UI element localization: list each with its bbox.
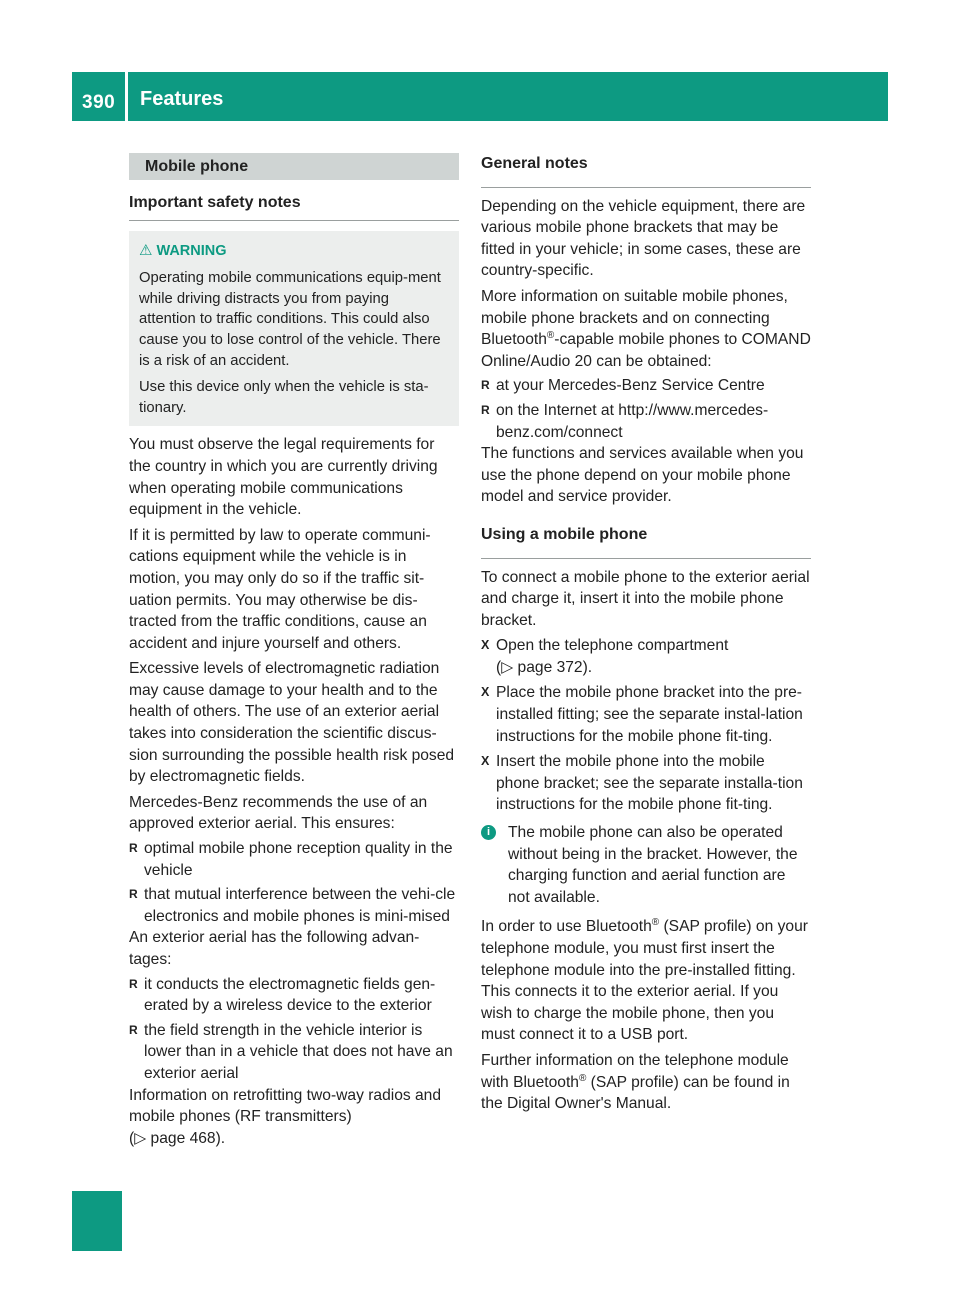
left-column bbox=[129, 153, 459, 1149]
paragraph-text: (SAP profile) can be found in the Digital Owner's Manual. bbox=[481, 1073, 790, 1113]
page-number: 390 bbox=[82, 92, 116, 113]
paragraph-text: -capable mobile phones to COMAND Online/Audio 20 can be obtained: bbox=[481, 331, 811, 370]
step-item: X Place the mobile phone bracket into the pre-installed fitting; see the separate instal-lation instructions for the mobile phone fit-ting. bbox=[481, 682, 811, 747]
paragraph-text: Further information on the telephone module with Bluetooth bbox=[481, 1051, 789, 1091]
step-text: Open the telephone compartment bbox=[496, 637, 729, 655]
arrow-right-icon: ▷ bbox=[501, 658, 514, 676]
paragraph: Mercedes-Benz recommends the use of an approved exterior aerial. This ensures: bbox=[129, 793, 428, 833]
warning-header bbox=[139, 240, 449, 263]
arrow-right-icon: ▷ bbox=[134, 1129, 147, 1147]
paragraph: Excessive levels of electromagnetic radiation may cause damage to your health and to the health of others. The use of an exterior aerial takes into consideration the scientific discus-sion surrounding the possible health risk posed by electromagnetic fields. bbox=[129, 660, 455, 786]
paragraph bbox=[481, 1050, 811, 1115]
side-tab-marker bbox=[72, 1191, 122, 1251]
right-column bbox=[481, 153, 811, 1115]
paragraph: To connect a mobile phone to the exterior aerial and charge it, insert it into the mobile phone bracket. bbox=[481, 568, 810, 629]
paragraph: The functions and services available when you use the phone depend on your mobile phone model and service provider. bbox=[481, 445, 804, 506]
registered-mark: ® bbox=[578, 1072, 587, 1084]
warning-label: WARNING bbox=[156, 242, 227, 259]
warning-text: Operating mobile communications equip-ment while driving distracts you from paying attention to traffic conditions. This could also cause you to lose control of the vehicle. There is a risk of an accident. bbox=[139, 270, 441, 369]
paragraph: If it is permitted by law to operate communi-cations equipment while the vehicle is in motion, you may only do so if the traffic sit-uation permits. You may otherwise be dis-tracted from the traffic conditions, cause an accident and injure yourself and others. bbox=[129, 526, 431, 652]
step-item bbox=[481, 635, 811, 678]
heading-general-notes: General notes bbox=[481, 153, 811, 188]
page-reference[interactable]: (▷ page 372). bbox=[496, 658, 593, 676]
paragraph bbox=[481, 286, 811, 372]
paragraph: Information on retrofitting two-way radios and mobile phones (RF transmitters) bbox=[129, 1086, 442, 1126]
registered-mark: ® bbox=[651, 917, 660, 929]
list-item: R optimal mobile phone reception quality in the vehicle bbox=[129, 838, 459, 881]
paragraph: Depending on the vehicle equipment, there are various mobile phone brackets that may be fitted in your vehicle; in some cases, these are country-specific. bbox=[481, 197, 806, 280]
registered-mark: ® bbox=[546, 329, 555, 341]
list-item: R it conducts the electromagnetic fields gen-erated by a wireless device to the exterior bbox=[129, 974, 459, 1017]
side-band bbox=[72, 121, 122, 1251]
step-item: X Insert the mobile phone into the mobile phone bracket; see the separate installa-tion instructions for the mobile phone fit-ting. bbox=[481, 751, 811, 816]
list-item: R that mutual interference between the vehi-cle electronics and mobile phones is mini-mised bbox=[129, 884, 459, 927]
paragraph: An exterior aerial has the following advan-tages: bbox=[129, 929, 420, 968]
page-title: Features bbox=[140, 88, 224, 110]
list-item: R the field strength in the vehicle interior is lower than in a vehicle that does not have an exterior aerial bbox=[129, 1020, 459, 1085]
list-item-link[interactable]: R on the Internet at http://www.mercedes-benz.com/connect bbox=[481, 400, 811, 443]
page-reference[interactable]: (▷ page 468). bbox=[129, 1129, 226, 1147]
paragraph: You must observe the legal requirements for the country in which you are currently driving when operating mobile communications equipment in the vehicle. bbox=[129, 436, 438, 519]
list-item: R at your Mercedes-Benz Service Centre bbox=[481, 375, 811, 397]
section-title: Mobile phone bbox=[129, 153, 459, 180]
page-reference-text: page 468). bbox=[150, 1129, 226, 1147]
warning-box bbox=[129, 231, 459, 427]
paragraph-text: In order to use Bluetooth bbox=[481, 918, 652, 936]
page-reference-text: page 372). bbox=[517, 658, 593, 676]
paragraph-text: More information on suitable mobile phones, mobile phone brackets and on connecting Bluetooth bbox=[481, 287, 788, 349]
paragraph bbox=[481, 916, 811, 1046]
heading-using-mobile-phone: Using a mobile phone bbox=[481, 524, 811, 559]
info-note bbox=[481, 822, 811, 908]
info-text: The mobile phone can also be operated without being in the bracket. However, the charging function and aerial function are not available. bbox=[508, 824, 798, 906]
header-divider bbox=[125, 72, 128, 121]
paragraph-text: (SAP profile) on your telephone module, you must first insert the telephone module into the pre-installed fitting. This connects it to the exterior aerial. If you wish to charge the mobile phone, then you must connect it to a USB port. bbox=[481, 918, 808, 1044]
info-icon: i bbox=[481, 825, 496, 840]
warning-triangle-icon: ⚠ bbox=[139, 241, 153, 259]
warning-text: Use this device only when the vehicle is sta-tionary. bbox=[139, 379, 429, 416]
subheading-safety: Important safety notes bbox=[129, 192, 459, 221]
